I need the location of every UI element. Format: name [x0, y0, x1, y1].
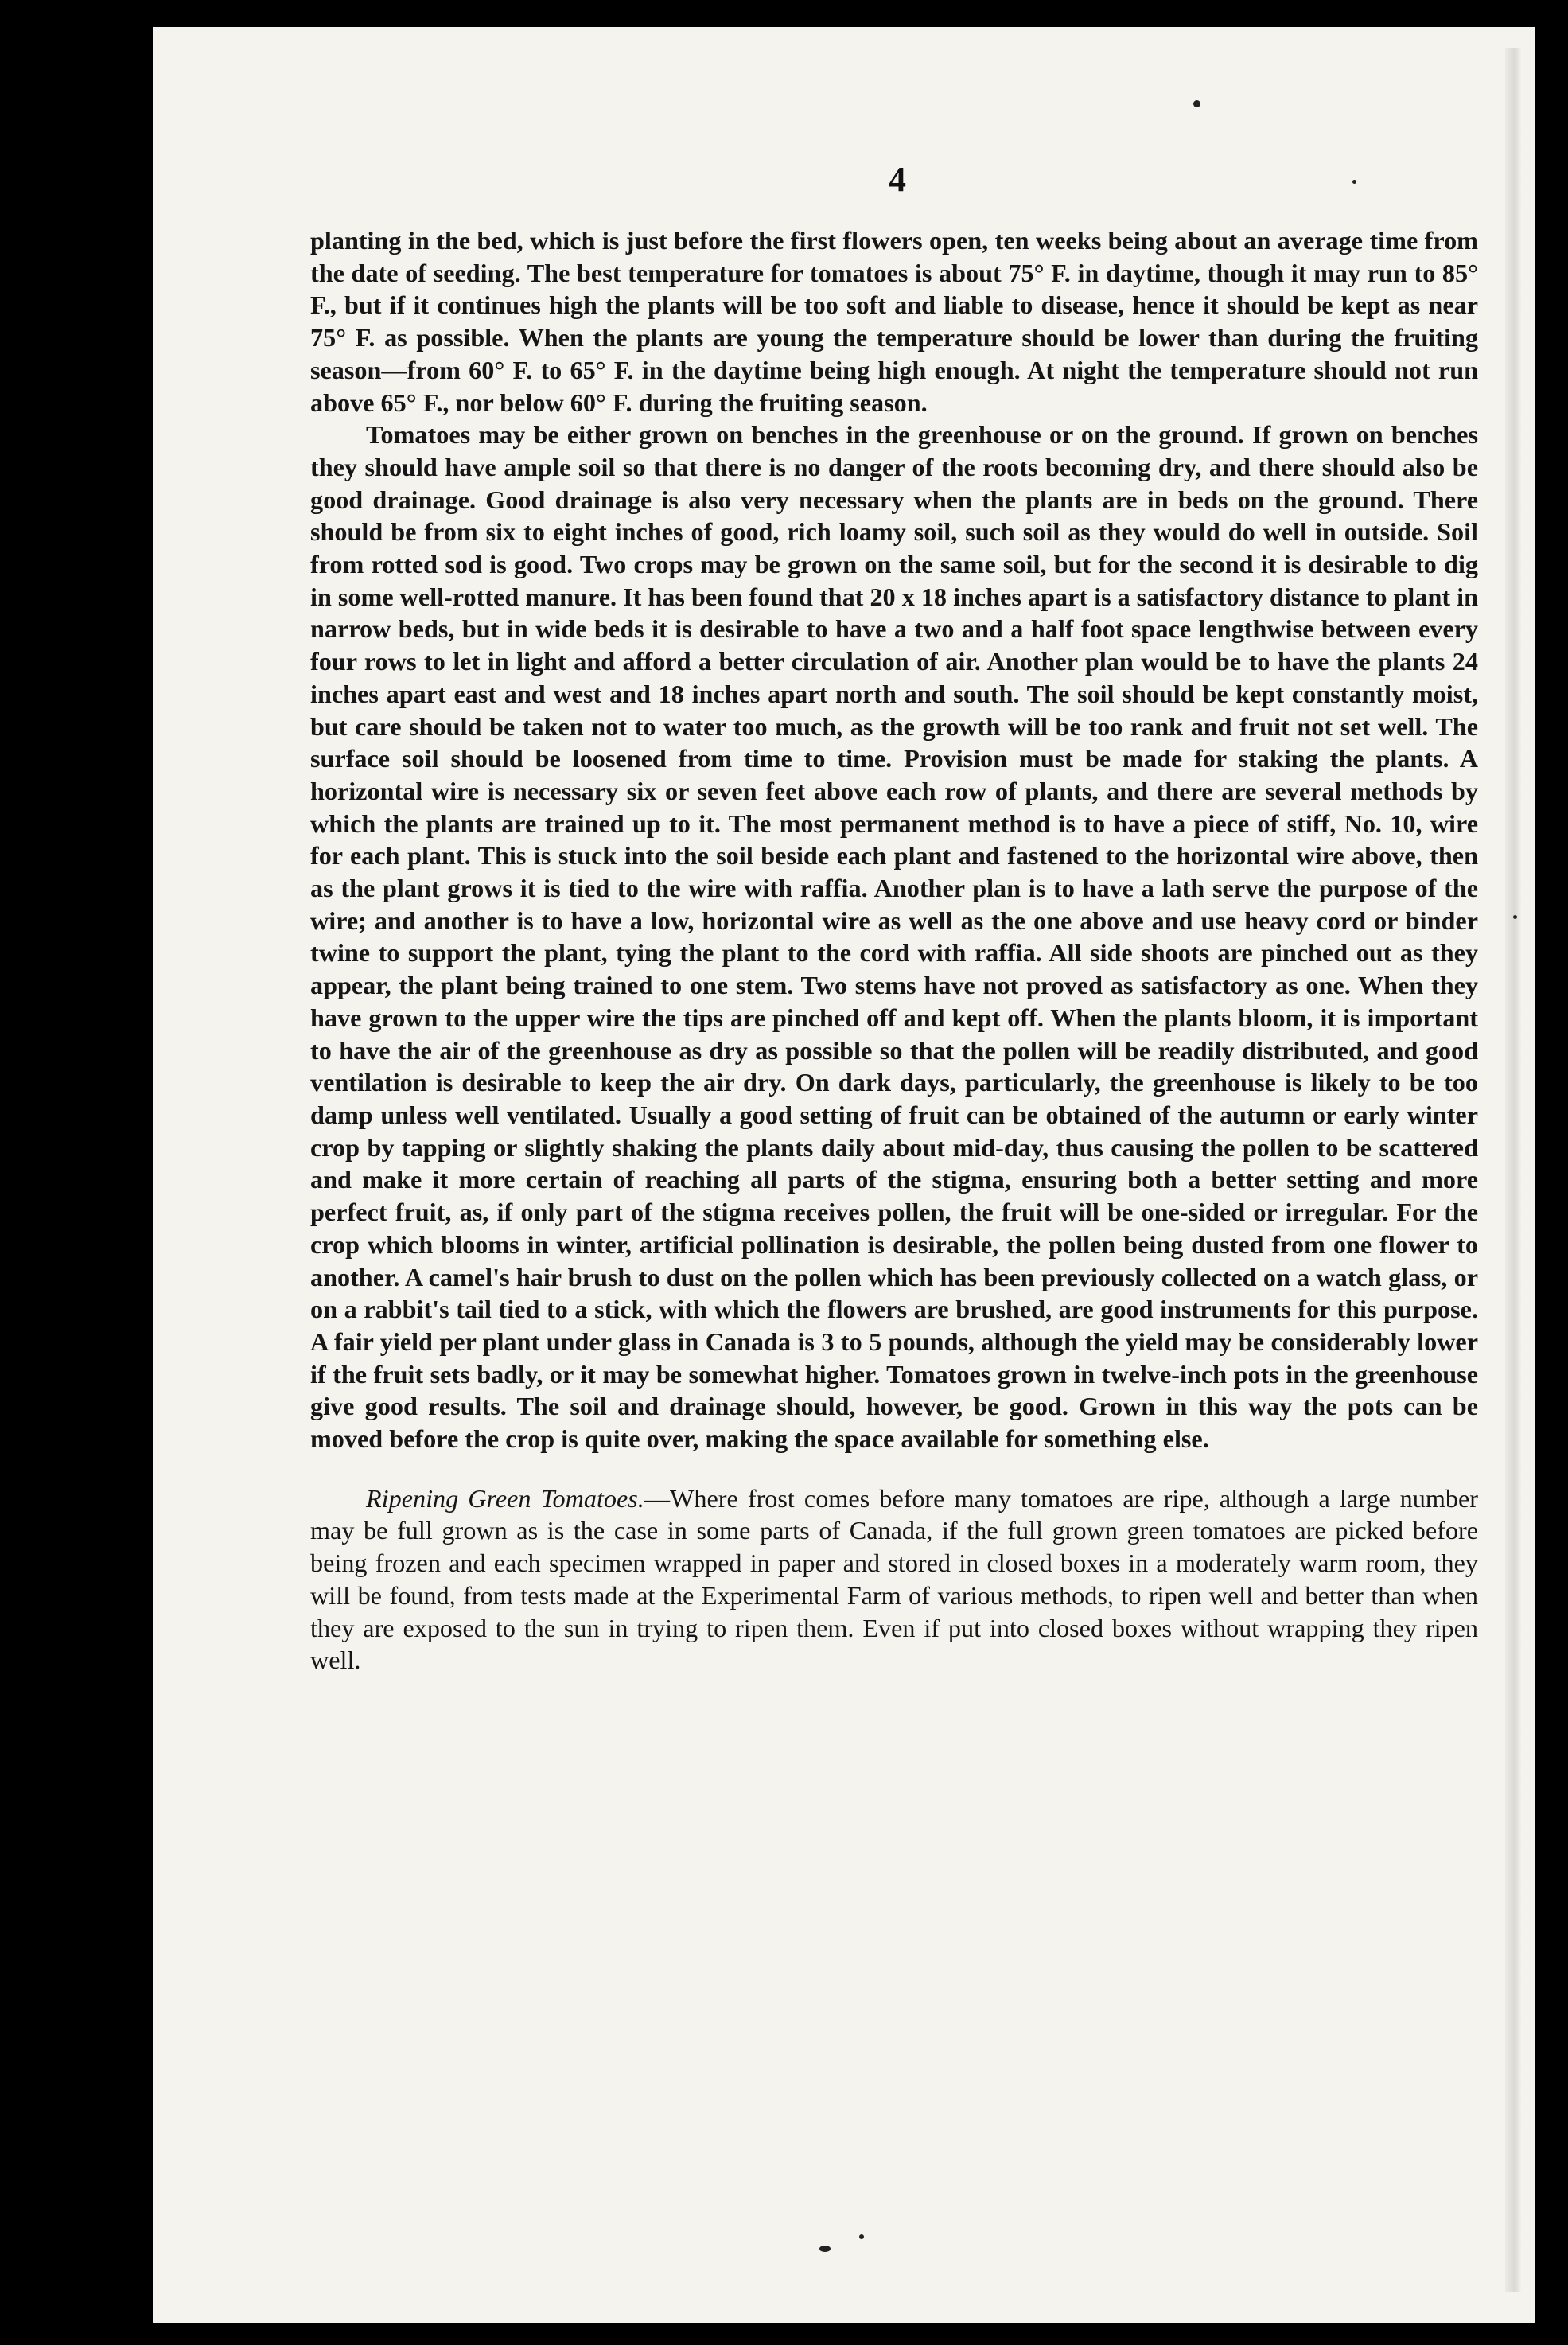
section-title: Ripening Green Tomatoes.: [366, 1483, 644, 1513]
paragraph: planting in the bed, which is just before the first flowers open, ten weeks being about an average time from the date of seeding. The best temperature for tomatoes is about 75° F. in daytime, though it may run to 85° F., but if it continues high the plants will be too soft and liable to disease, hence it should be kept as near 75° F. as possible. When the plants are young the temperature should be lower than during the fruiting season—from 60° F. to 65° F. in the daytime being high enough. At night the temperature should not run above 65° F., nor below 60° F. during the fruiting season.: [310, 226, 1478, 417]
scan-speck: [1193, 100, 1200, 107]
page-number: 4: [889, 160, 906, 199]
section-body: —Where frost comes before many tomatoes are ripe, although a large number may be full grown as is the case in some parts of Canada, if the full grown green tomatoes are picked before being frozen and each specimen wrapped in paper and stored in closed boxes in a moderately warm room, they will be found, from tests made at the Experimental Farm of various methods, to ripen well and better than when they are exposed to the sun in trying to ripen them. Even if put into closed boxes without wrapping they ripen well.: [310, 1483, 1478, 1675]
scan-speck: [1513, 915, 1517, 919]
scan-speck: [1352, 180, 1356, 184]
paragraph: Tomatoes may be either grown on benches in the greenhouse or on the ground. If grown on benches they should have ample soil so that there is no danger of the roots becoming dry, and there should also be good drainage. Good drainage is also very necessary when the plants are in beds on the ground. There should be from six to eight inches of good, rich loamy soil, such soil as they would do well in outside. Soil from rotted sod is good. Two crops may be grown on the same soil, but for the second it is desirable to dig in some well-rotted manure. It has been found that 20 x 18 inches apart is a satisfactory distance to plant in narrow beds, but in wide beds it is desirable to have a two and a half foot space lengthwise between every four rows to let in light and afford a better circulation of air. Another plan would be to have the plants 24 inches apart east and west and 18 inches apart north and south. The soil should be kept constantly moist, but care should be taken not to water too much, as the growth will be too rank and fruit not set well. The surface soil should be loosened from time to time. Provision must be made for staking the plants. A horizontal wire is necessary six or seven feet above each row of plants, and there are several methods by which the plants are trained up to it. The most permanent method is to have a piece of stiff, No. 10, wire for each plant. This is stuck into the soil beside each plant and fastened to the horizontal wire above, then as the plant grows it is tied to the wire with raffia. Another plan is to have a lath serve the purpose of the wire; and another is to have a low, horizontal wire as well as the one above and use heavy cord or binder twine to support the plant, tying the plant to the cord with raffia. All side shoots are pinched out as they appear, the plant being trained to one stem. Two stems have not proved as satisfactory as one. When they have grown to the upper wire the tips are pinched off and kept off. When the plants bloom, it is important to have the air of the greenhouse as dry as possible so that the pollen will be readily distributed, and good ventilation is desirable to keep the air dry. On dark days, particularly, the greenhouse is likely to be too damp unless well ventilated. Usually a good setting of fruit can be obtained of the autumn or early winter crop by tapping or slightly shaking the plants daily about mid-day, thus causing the pollen to be scattered and make it more certain of reaching all parts of the stigma, ensuring both a better setting and more perfect fruit, as, if only part of the stigma receives pollen, the fruit will be one-sided or irregular. For the crop which blooms in winter, artificial pollination is desirable, the pollen being dusted from one flower to another. A camel's hair brush to dust on the pollen which has been previously collected on a watch glass, or on a rabbit's tail tied to a stick, with which the flowers are brushed, are good instruments for this purpose. A fair yield per plant under glass in Canada is 3 to 5 pounds, although the yield may be considerably lower if the fruit sets badly, or it may be somewhat higher. Tomatoes grown in twelve-inch pots in the greenhouse give good results. The soil and drainage should, however, be good. Grown in this way the pots can be moved before the crop is quite over, making the space available for something else.: [310, 420, 1478, 1454]
section-paragraph: [310, 1482, 1478, 1677]
body-text: [310, 224, 1478, 1677]
page-edge-shadow: [1505, 48, 1521, 2292]
scan-speck: [819, 2246, 831, 2252]
scan-speck: [859, 2234, 864, 2239]
